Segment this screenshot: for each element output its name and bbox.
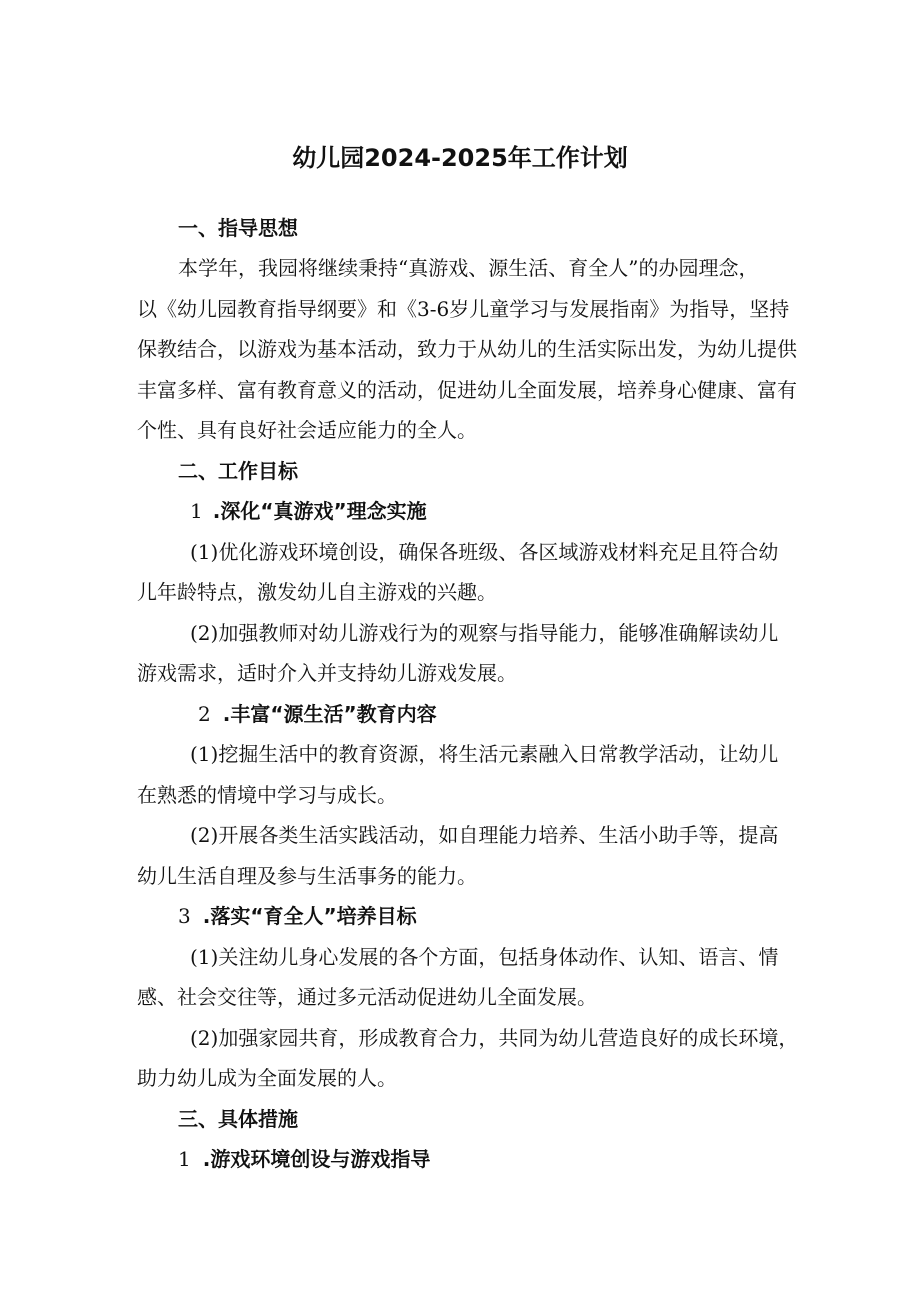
paragraph-line: 本学年，我园将继续秉持“真游戏、源生活、育全人”的办园理念， [178,256,759,280]
document-title: 幼儿园2024-2025年工作计划 [292,144,628,172]
paragraph-line: (2)加强教师对幼儿游戏行为的观察与指导能力，能够准确解读幼儿 [190,621,779,645]
paragraph-line: (1)优化游戏环境创设，确保各班级、各区域游戏材料充足且符合幼 [190,540,779,564]
section-heading-work-goals: 二、工作目标 [178,459,298,483]
paragraph-line: 游戏需求，适时介入并支持幼儿游戏发展。 [137,661,517,685]
section-heading-specific-measures: 三、具体措施 [178,1107,298,1131]
subheading-goal-1 [190,496,427,526]
subheading-number: 2 [198,702,211,726]
paragraph-line: (2)加强家园共育，形成教育合力，共同为幼儿营造良好的成长环境， [190,1026,799,1050]
section-heading-guiding-thought: 一、指导思想 [178,216,298,240]
paragraph-line: 感、社会交往等，通过多元活动促进幼儿全面发展。 [137,985,597,1009]
subheading-number: 1 [190,499,203,523]
subheading-text: .落实“育全人”培养目标 [202,904,417,928]
subheading-goal-3 [178,901,417,931]
paragraph-line: 以《幼儿园教育指导纲要》和《3-6岁儿童学习与发展指南》为指导，坚持 [137,297,790,321]
subheading-number: 1 [178,1147,191,1171]
paragraph-line: 个性、具有良好社会适应能力的全人。 [137,418,477,442]
paragraph-line: 丰富多样、富有教育意义的活动，促进幼儿全面发展，培养身心健康、富有 [137,378,797,402]
subheading-text: .丰富“源生活”教育内容 [222,702,437,726]
subheading-number: 3 [178,904,191,928]
paragraph-line: (2)开展各类生活实践活动，如自理能力培养、生活小助手等，提高 [190,823,779,847]
subheading-text: .游戏环境创设与游戏指导 [202,1147,431,1171]
paragraph-line: 助力幼儿成为全面发展的人。 [137,1066,397,1090]
subheading-text: .深化“真游戏”理念实施 [212,499,427,523]
paragraph-line: 保教结合，以游戏为基本活动，致力于从幼儿的生活实际出发，为幼儿提供 [137,337,797,361]
subheading-measure-1 [178,1144,430,1174]
paragraph-line: (1)挖掘生活中的教育资源，将生活元素融入日常教学活动，让幼儿 [190,742,779,766]
paragraph-line: (1)关注幼儿身心发展的各个方面，包括身体动作、认知、语言、情 [190,945,779,969]
paragraph-line: 幼儿生活自理及参与生活事务的能力。 [137,864,477,888]
paragraph-line: 儿年龄特点，激发幼儿自主游戏的兴趣。 [137,580,497,604]
subheading-goal-2 [198,699,437,729]
paragraph-line: 在熟悉的情境中学习与成长。 [137,783,397,807]
